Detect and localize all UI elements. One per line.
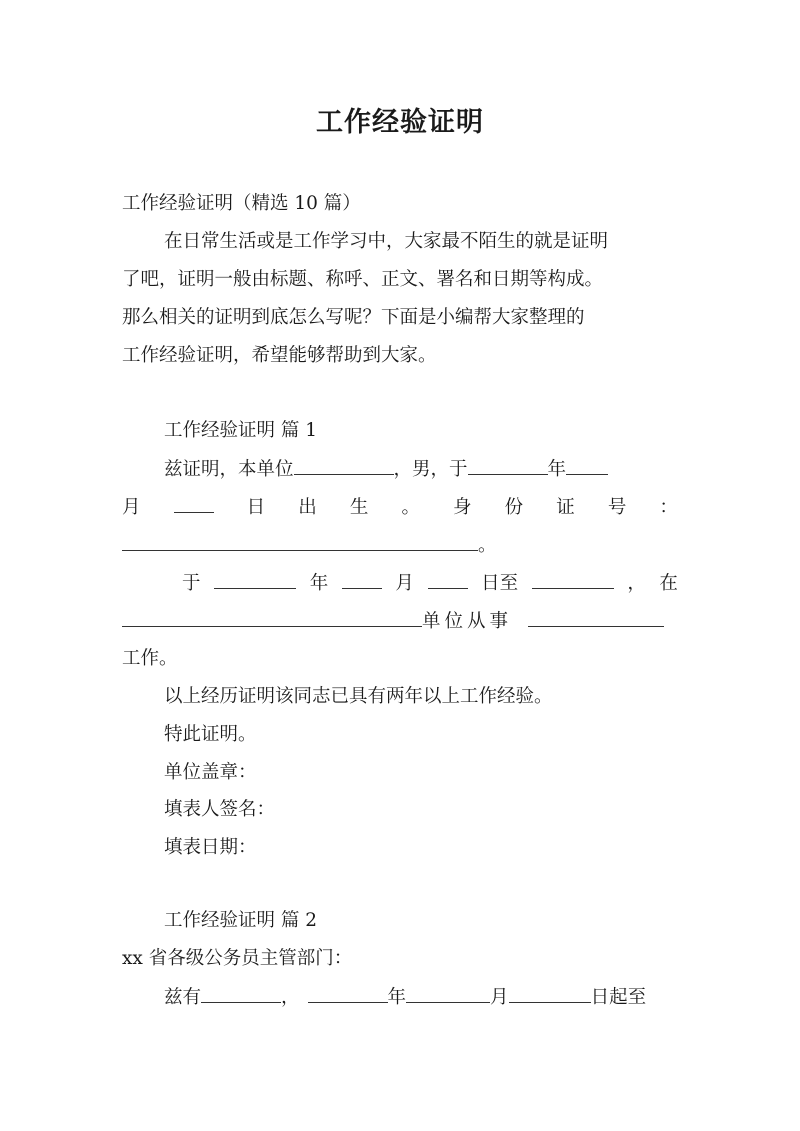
s1-l2-char: 份	[504, 497, 524, 518]
section-1-line-4	[182, 570, 678, 597]
s1-l4-text: ，	[627, 573, 646, 594]
birth-month-blank-start	[566, 456, 608, 475]
intro-line-3: 那么相关的证明到底怎么写呢？下面是小编帮大家整理的	[122, 307, 585, 328]
s2-year-blank	[308, 984, 388, 1003]
s1-l2-char: 。	[401, 497, 420, 518]
section-1-para-1: 以上经历证明该同志已具有两年以上工作经验。	[164, 686, 553, 707]
employer-blank	[122, 608, 422, 627]
section-2-line-1	[164, 984, 646, 1011]
intro-line-2: 了吧，证明一般由标题、称呼、正文、署名和日期等构成。	[122, 269, 604, 290]
document-subtitle: 工作经验证明（精选 10 篇）	[122, 193, 361, 214]
start-year-blank	[214, 570, 296, 589]
fill-date-label: 填表日期：	[164, 837, 257, 858]
intro-line-4: 工作经验证明，希望能够帮助到大家。	[122, 345, 437, 366]
document-title: 工作经验证明	[316, 107, 484, 138]
company-seal-label: 单位盖章：	[164, 762, 257, 783]
section-1-line-5	[122, 608, 664, 635]
start-month-blank	[342, 570, 382, 589]
section-1-heading: 工作经验证明 篇 1	[164, 420, 318, 441]
id-number-blank	[122, 532, 478, 551]
s2-month-blank	[406, 984, 490, 1003]
birth-year-blank	[468, 456, 548, 475]
s1-l4-text: 在	[659, 573, 678, 594]
s1-l2-char: 日	[246, 497, 266, 518]
s1-l4-text: 月	[395, 573, 414, 594]
s1-l2-char: 月	[122, 497, 141, 518]
s1-l5-text: 单位从事	[422, 611, 513, 632]
s2-l1-text: 年	[387, 987, 407, 1008]
s1-l2-char: 证	[556, 497, 575, 518]
s1-l2-char: ：	[659, 497, 678, 518]
s2-l1-text: 兹有	[164, 987, 202, 1008]
section-2-heading: 工作经验证明 篇 2	[164, 910, 318, 931]
position-blank	[528, 608, 664, 627]
name-blank	[294, 456, 394, 475]
s1-l2-char: 出	[298, 497, 317, 518]
section-1-para-2: 特此证明。	[164, 724, 257, 745]
s2-day-blank	[509, 984, 591, 1003]
s1-l1-text-b: ，男，于	[393, 459, 468, 480]
s1-l2-char: 生	[349, 497, 369, 518]
section-2-salutation: xx 省各级公务员主管部门：	[122, 948, 353, 969]
s2-l1-text: 日起至	[590, 987, 647, 1008]
s1-l3-end: 。	[478, 535, 497, 556]
s1-l1-text-c: 年	[547, 459, 567, 480]
s1-l4-text: 年	[309, 573, 329, 594]
end-date-blank	[532, 570, 614, 589]
section-1-line-6: 工作。	[122, 648, 178, 669]
filler-signature-label: 填表人签名：	[164, 799, 276, 820]
birth-month-blank	[174, 494, 214, 513]
s2-name-blank	[201, 984, 281, 1003]
s1-l4-text: 于	[182, 573, 201, 594]
s1-l2-char: 身	[453, 497, 472, 518]
s2-l1-text: 月	[490, 987, 509, 1008]
section-1-line-1	[164, 456, 608, 483]
s1-l4-text: 日至	[481, 573, 519, 594]
intro-line-1: 在日常生活或是工作学习中，大家最不陌生的就是证明	[164, 231, 609, 252]
start-day-blank	[428, 570, 468, 589]
s1-l2-char: 号	[607, 497, 627, 518]
section-1-line-3	[122, 532, 497, 559]
s2-l1-text: ，	[281, 987, 300, 1008]
s1-l1-text-a: 兹证明，本单位	[164, 459, 294, 480]
section-1-line-2	[122, 494, 678, 521]
